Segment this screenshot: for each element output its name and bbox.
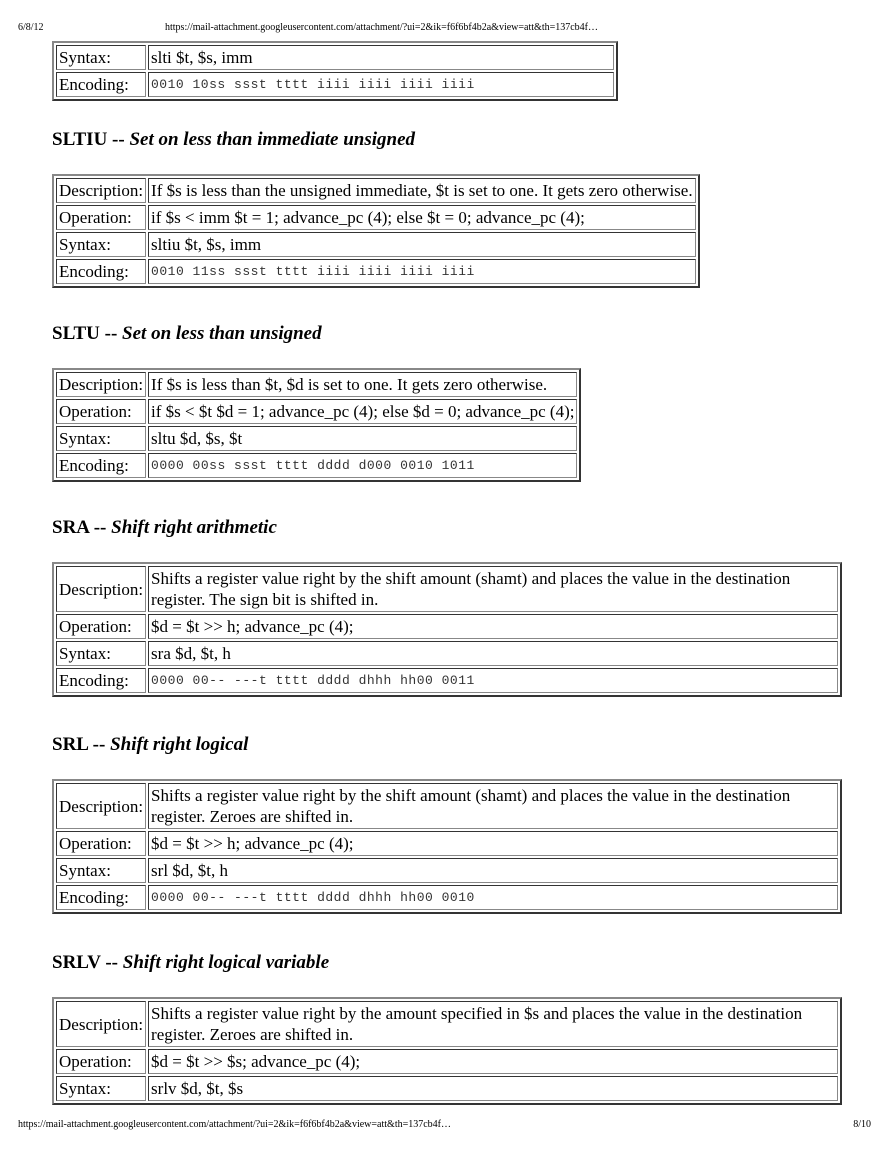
slti-table — [52, 41, 618, 101]
encoding-label: Encoding: — [56, 885, 146, 910]
page-number: 8/10 — [853, 1119, 871, 1130]
syntax-row — [56, 45, 614, 70]
encoding-value: 0000 00ss ssst tttt dddd d000 0010 1011 — [148, 453, 577, 478]
operation-value: if $s < imm $t = 1; advance_pc (4); else $t = 0; advance_pc (4); — [148, 205, 696, 230]
description-value: If $s is less than $t, $d is set to one. It gets zero otherwise. — [148, 372, 577, 397]
description-row — [56, 783, 838, 829]
print-date: 6/8/12 — [18, 22, 44, 33]
syntax-label: Syntax: — [56, 858, 146, 883]
syntax-label: Syntax: — [56, 45, 146, 70]
mnemonic: SRL -- — [52, 734, 106, 755]
operation-value: $d = $t >> h; advance_pc (4); — [148, 614, 838, 639]
instruction-name: Set on less than unsigned — [122, 323, 322, 344]
sltu-heading — [52, 323, 322, 345]
syntax-value: sltu $d, $s, $t — [148, 426, 577, 451]
syntax-row — [56, 858, 838, 883]
operation-label: Operation: — [56, 1049, 146, 1074]
encoding-value: 0010 11ss ssst tttt iiii iiii iiii iiii — [148, 259, 696, 284]
syntax-label: Syntax: — [56, 1076, 146, 1101]
syntax-label: Syntax: — [56, 232, 146, 257]
sra-table — [52, 562, 842, 697]
description-value: If $s is less than the unsigned immediate, $t is set to one. It gets zero otherwise. — [148, 178, 696, 203]
encoding-row — [56, 72, 614, 97]
operation-value: $d = $t >> h; advance_pc (4); — [148, 831, 838, 856]
srlv-table — [52, 997, 842, 1105]
sra-heading — [52, 517, 277, 539]
sltiu-heading — [52, 129, 415, 151]
syntax-row — [56, 1076, 838, 1101]
operation-value: $d = $t >> $s; advance_pc (4); — [148, 1049, 838, 1074]
instruction-name: Shift right arithmetic — [111, 517, 277, 538]
sltu-table — [52, 368, 581, 482]
encoding-row — [56, 885, 838, 910]
operation-row — [56, 831, 838, 856]
encoding-value: 0000 00-- ---t tttt dddd dhhh hh00 0011 — [148, 668, 838, 693]
mnemonic: SRA -- — [52, 517, 107, 538]
operation-label: Operation: — [56, 399, 146, 424]
description-row — [56, 372, 577, 397]
encoding-label: Encoding: — [56, 453, 146, 478]
description-label: Description: — [56, 783, 146, 829]
mnemonic: SLTIU -- — [52, 129, 125, 150]
operation-row — [56, 399, 577, 424]
encoding-row — [56, 259, 696, 284]
mnemonic: SLTU -- — [52, 323, 118, 344]
encoding-row — [56, 453, 577, 478]
syntax-value: slti $t, $s, imm — [148, 45, 614, 70]
encoding-label: Encoding: — [56, 259, 146, 284]
operation-label: Operation: — [56, 614, 146, 639]
syntax-row — [56, 641, 838, 666]
srlv-heading — [52, 952, 329, 974]
description-value: Shifts a register value right by the amount specified in $s and places the value in the destination register. Zeroes are shifted in. — [148, 1001, 838, 1047]
encoding-value: 0000 00-- ---t tttt dddd dhhh hh00 0010 — [148, 885, 838, 910]
syntax-value: sra $d, $t, h — [148, 641, 838, 666]
description-label: Description: — [56, 372, 146, 397]
operation-label: Operation: — [56, 205, 146, 230]
syntax-row — [56, 426, 577, 451]
srl-table — [52, 779, 842, 914]
print-url-footer: https://mail-attachment.googleusercontent.com/attachment/?ui=2&ik=f6f6bf4b2a&view=att&th=137cb4f… — [18, 1119, 452, 1130]
encoding-label: Encoding: — [56, 668, 146, 693]
description-row — [56, 1001, 838, 1047]
syntax-value: sltiu $t, $s, imm — [148, 232, 696, 257]
description-row — [56, 566, 838, 612]
operation-row — [56, 614, 838, 639]
syntax-label: Syntax: — [56, 641, 146, 666]
description-label: Description: — [56, 1001, 146, 1047]
encoding-row — [56, 668, 838, 693]
operation-row — [56, 205, 696, 230]
instruction-name: Shift right logical — [110, 734, 249, 755]
encoding-label: Encoding: — [56, 72, 146, 97]
description-label: Description: — [56, 178, 146, 203]
instruction-name: Set on less than immediate unsigned — [129, 129, 416, 150]
syntax-value: srl $d, $t, h — [148, 858, 838, 883]
instruction-name: Shift right logical variable — [122, 952, 330, 973]
description-value: Shifts a register value right by the shift amount (shamt) and places the value in the destination register. Zeroes are shifted in. — [148, 783, 838, 829]
sltiu-table — [52, 174, 700, 288]
encoding-value: 0010 10ss ssst tttt iiii iiii iiii iiii — [148, 72, 614, 97]
description-row — [56, 178, 696, 203]
description-label: Description: — [56, 566, 146, 612]
operation-row — [56, 1049, 838, 1074]
operation-label: Operation: — [56, 831, 146, 856]
description-value: Shifts a register value right by the shift amount (shamt) and places the value in the destination register. The sign bit is shifted in. — [148, 566, 838, 612]
syntax-row — [56, 232, 696, 257]
syntax-value: srlv $d, $t, $s — [148, 1076, 838, 1101]
mnemonic: SRLV -- — [52, 952, 118, 973]
srl-heading — [52, 734, 248, 756]
syntax-label: Syntax: — [56, 426, 146, 451]
print-url-header: https://mail-attachment.googleusercontent.com/attachment/?ui=2&ik=f6f6bf4b2a&view=att&th=137cb4f… — [165, 22, 599, 33]
operation-value: if $s < $t $d = 1; advance_pc (4); else $d = 0; advance_pc (4); — [148, 399, 577, 424]
